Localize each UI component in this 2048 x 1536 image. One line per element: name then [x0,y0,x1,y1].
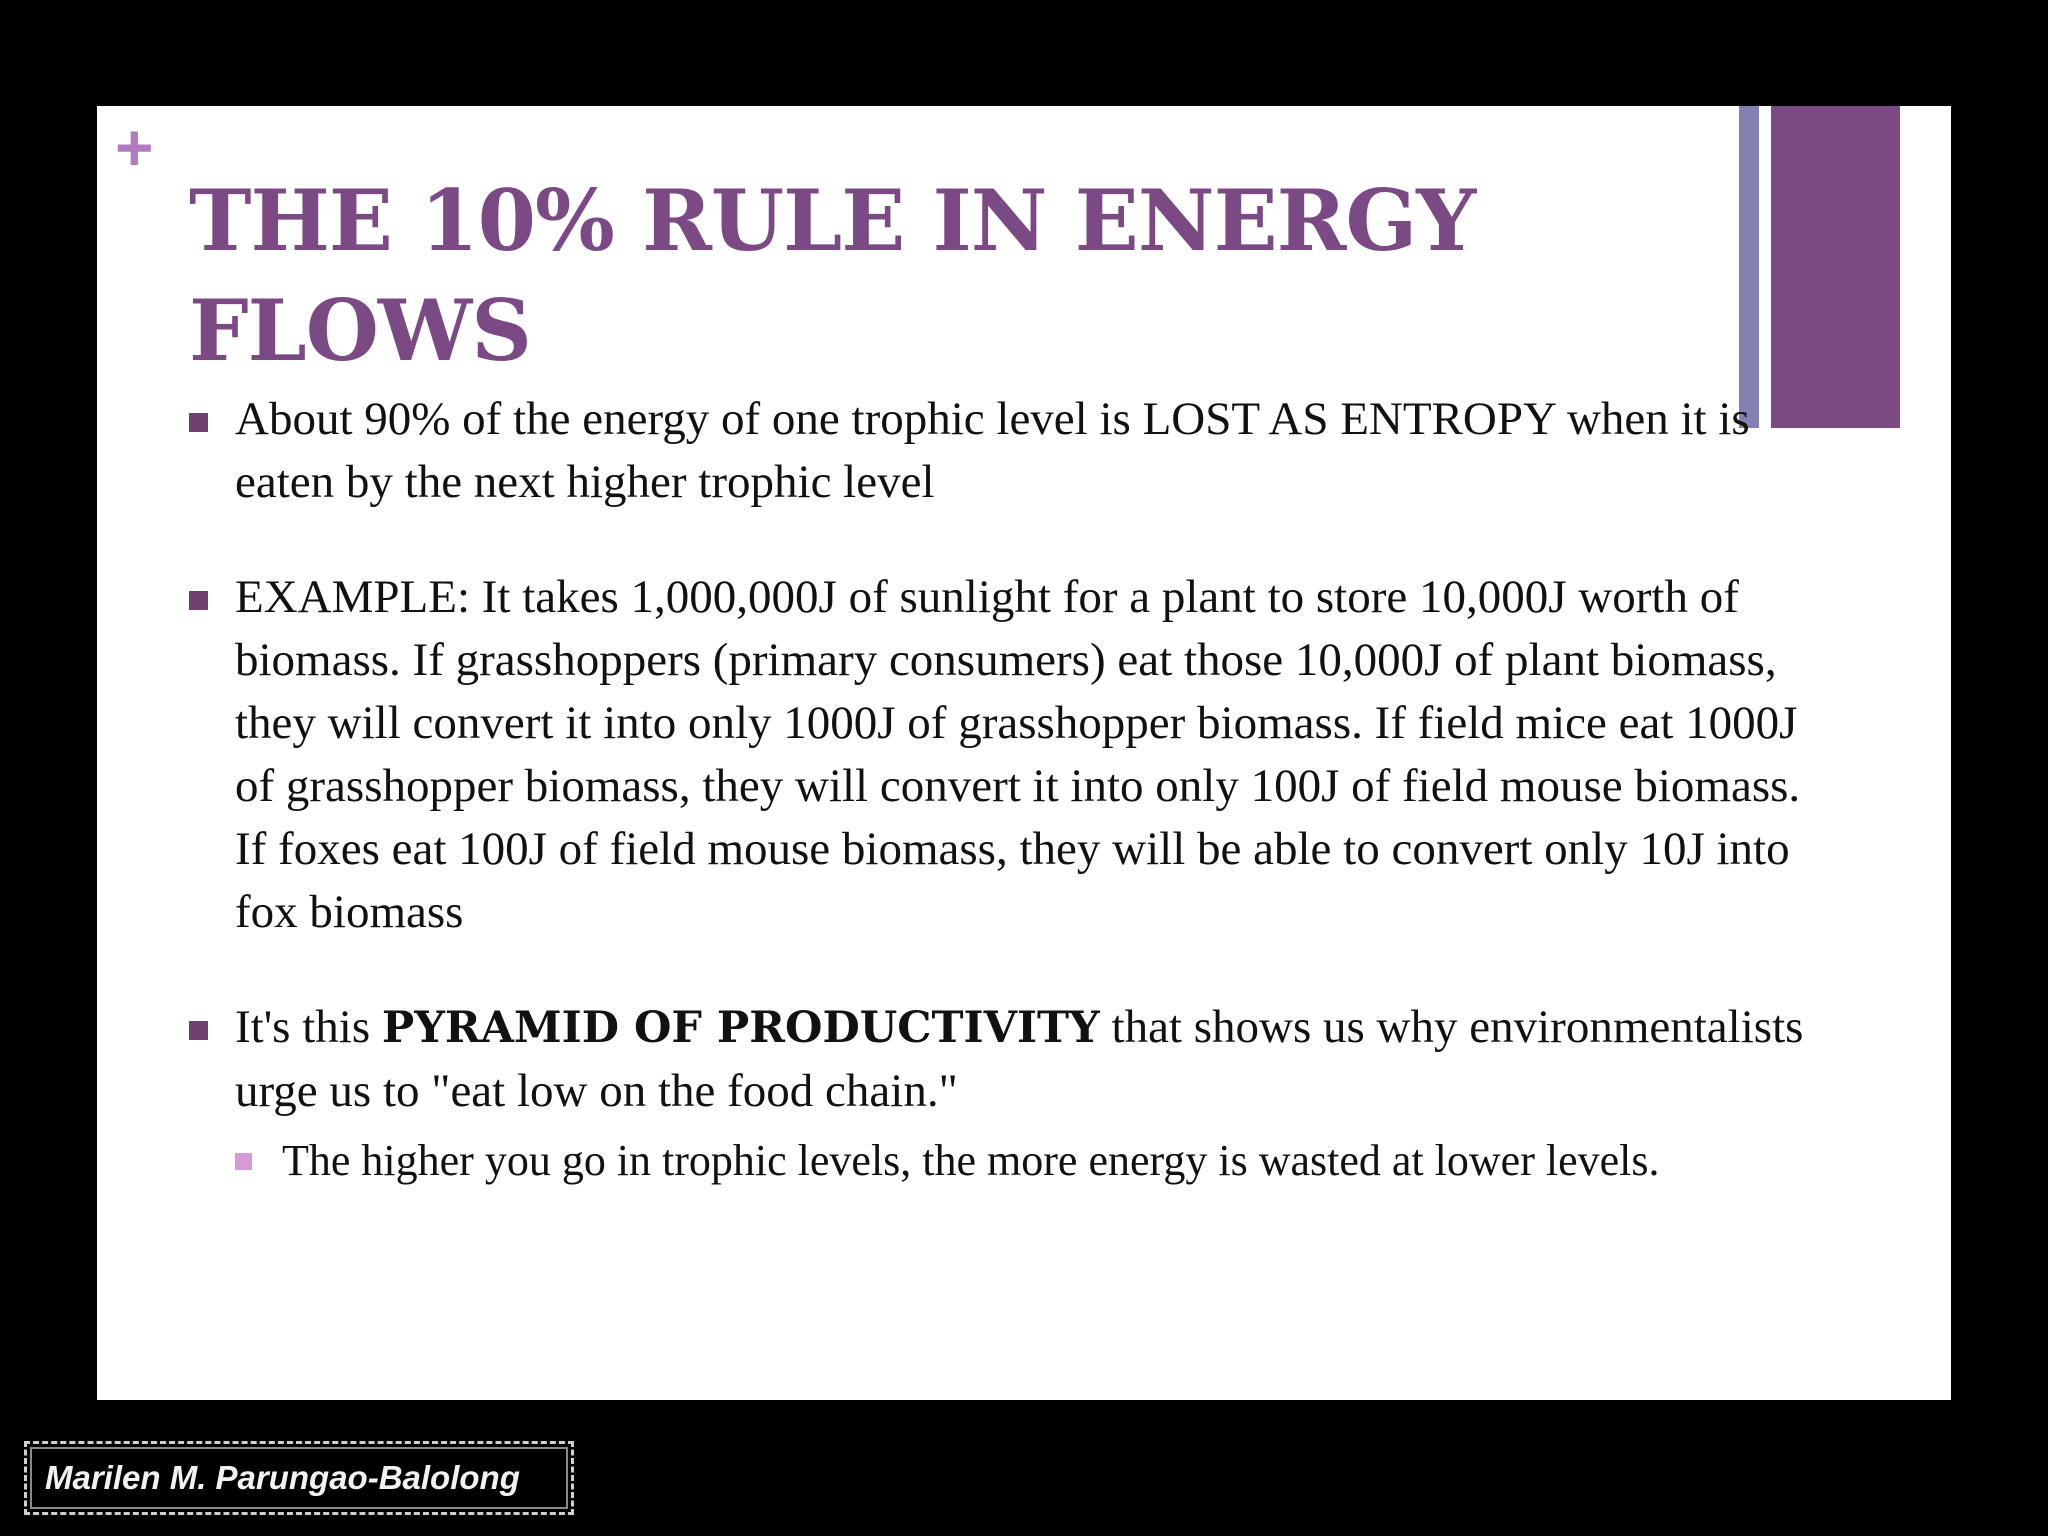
decorative-bar-thin [1739,106,1759,428]
sub-bullet-text: The higher you go in trophic levels, the more energy is wasted at lower levels. [282,1136,1660,1185]
bullet-item-example [189,566,1809,944]
bullet-item-pyramid [189,996,1809,1189]
plus-mark-icon: + [115,110,154,184]
sub-bullet-item [235,1133,1809,1189]
bullet-square-icon [189,1021,208,1040]
bullet-text: About 90% of the energy of one trophic level is LOST AS ENTROPY when it is eaten by the next higher trophic level [235,393,1750,508]
bullet-square-icon [189,413,208,432]
slide-title: THE 10% RULE IN ENERGY FLOWS [189,171,1476,380]
decorative-bar-wide [1771,106,1900,428]
sub-bullet-square-icon [235,1153,252,1170]
bullet-text: EXAMPLE: It takes 1,000,000J of sunlight for a plant to store 10,000J worth of biomass. If grasshoppers (primary consumers) eat those 10,000J of plant biomass, they will convert it into only 1000J of grasshopper biomass. If field mice eat 1000J of grasshopper biomass, they will convert it into only 100J of field mouse biomass. If foxes eat 100J of field mouse biomass, they will be able to convert only 10J into fox biomass [235,571,1801,938]
bullet-text-after: that shows us why environmentalists urge us to "eat low on the food chain." [235,1001,1804,1117]
bullet-text-bold: PYRAMID OF PRODUCTIVITY [381,1003,1100,1053]
author-credit [24,1441,574,1515]
bullet-text-before: It's this [235,1001,382,1053]
bullet-list [189,388,1809,1189]
author-credit-text: Marilen M. Parungao-Balolong [45,1459,520,1496]
bullet-square-icon [189,591,208,610]
bullet-item-entropy [189,388,1809,514]
slide [97,106,1951,1400]
